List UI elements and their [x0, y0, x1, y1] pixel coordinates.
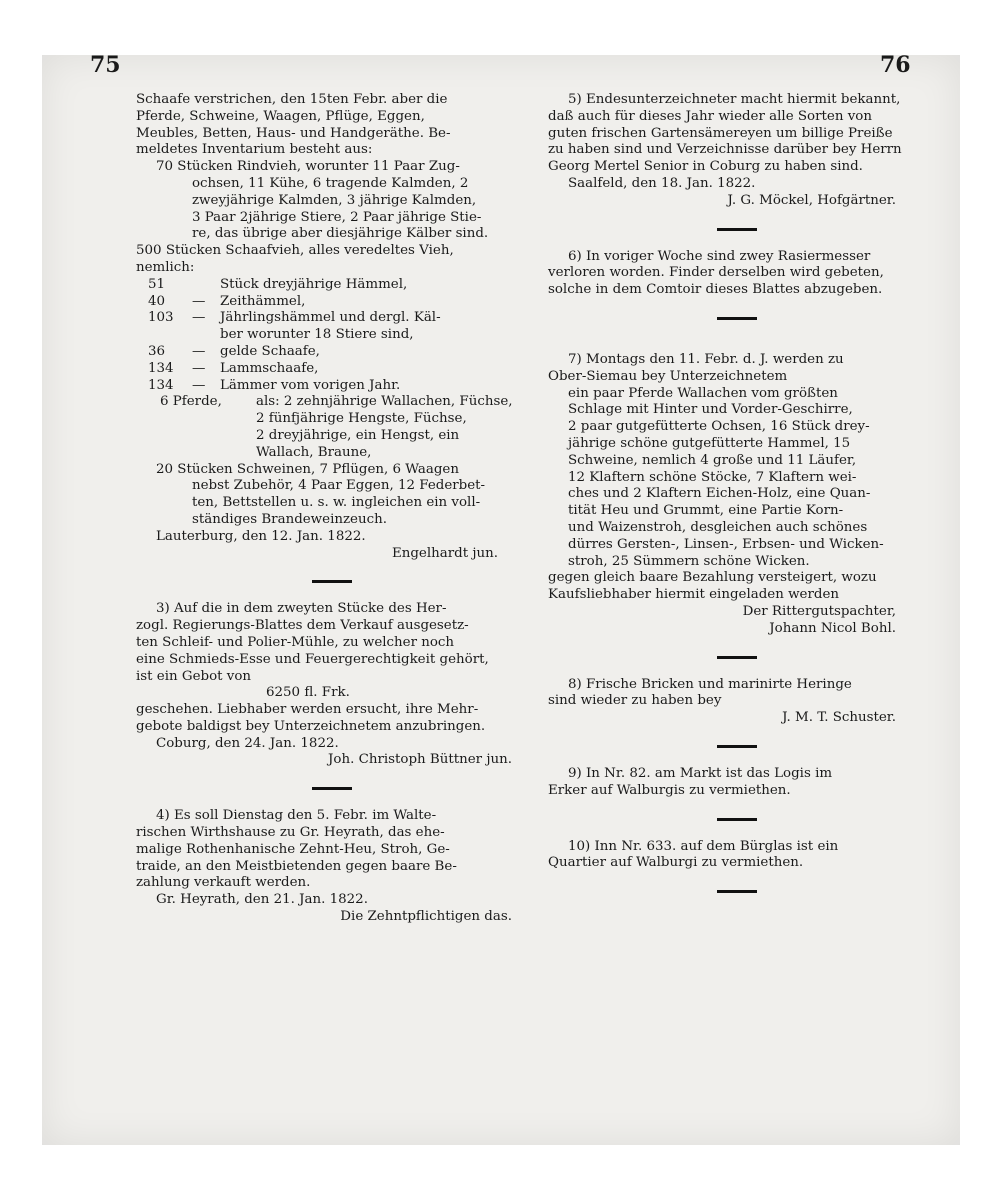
- notice-10: [548, 839, 926, 873]
- text-line: Erker auf Walburgis zu vermiethen.: [548, 782, 791, 798]
- text-line: 9) In Nr. 82. am Markt ist das Logis im: [568, 765, 833, 781]
- horses-row: Wallach, Braune,: [256, 444, 372, 460]
- price: 6250 fl. Frk.: [266, 685, 350, 701]
- text-line: zogl. Regierungs-Blattes dem Verkauf ausgesetz-: [136, 618, 469, 634]
- text-line: eine Schmieds-Esse und Feuergerechtigkeit gehört,: [136, 651, 489, 667]
- signature: Die Zehntpflichtigen das.: [340, 909, 512, 925]
- notice-9: [548, 766, 926, 800]
- horses-row: 2 dreyjährige, ein Hengst, ein: [256, 427, 460, 443]
- text-line: geschehen. Liebhaber werden ersucht, ihre Mehr-: [136, 702, 479, 718]
- page-number-right: 76: [880, 52, 911, 78]
- notice-8: [548, 677, 926, 727]
- text-line: 5) Endesunterzeichneter macht hiermit bekannt,: [568, 92, 901, 107]
- text-line: nebst Zubehör, 4 Paar Eggen, 12 Federbet-: [192, 478, 486, 494]
- text-line: 10) Inn Nr. 633. auf dem Bürglas ist ein: [568, 838, 839, 854]
- text-line: stroh, 25 Sümmern schöne Wicken.: [568, 553, 810, 569]
- sheep-row: ber worunter 18 Stiere sind,: [220, 327, 414, 343]
- right-column: [548, 92, 926, 911]
- text-line: Meubles, Betten, Haus- und Handgeräthe. Be-: [136, 125, 451, 141]
- text-line: 12 Klaftern schöne Stöcke, 7 Klaftern wei-: [568, 469, 857, 485]
- text-line: Quartier auf Walburgi zu vermiethen.: [548, 855, 804, 871]
- sheep-row: 134 — Lammschaafe,: [148, 360, 319, 376]
- text-line: ten Schleif- und Polier-Mühle, zu welcher noch: [136, 634, 455, 650]
- signature: Johann Nicol Bohl.: [769, 620, 896, 636]
- auction-inventory-intro: [136, 92, 528, 159]
- text-line: Schlage mit Hinter und Vorder-Geschirre,: [568, 402, 853, 418]
- text-line: Pferde, Schweine, Waagen, Pflüge, Eggen,: [136, 108, 425, 124]
- text-line: 6) In voriger Woche sind zwey Rasiermesser: [568, 248, 871, 264]
- text-line: 500 Stücken Schaafvieh, alles veredeltes Vieh,: [136, 243, 454, 259]
- text-line: ches und 2 Klaftern Eichen-Holz, eine Quan-: [568, 486, 871, 502]
- text-line: guten frischen Gartensämereyen um billige Preiße: [548, 125, 893, 141]
- text-line: jährige schöne gutgefütterte Hammel, 15: [568, 435, 851, 451]
- text-line: zu haben sind und Verzeichnisse darüber bey Herrn: [548, 142, 902, 158]
- text-line: gebote baldigst bey Unterzeichnetem anzubringen.: [136, 718, 486, 734]
- section-divider: [717, 818, 757, 821]
- horses-row: 2 fünfjährige Hengste, Füchse,: [256, 411, 467, 427]
- cattle-list: [136, 159, 528, 243]
- text-line: 8) Frische Bricken und marinirte Heringe: [568, 676, 852, 692]
- text-line: ist ein Gebot von: [136, 668, 252, 684]
- sheep-row: 134 — Lämmer vom vorigen Jahr.: [148, 377, 401, 393]
- text-line: 3) Auf die in dem zweyten Stücke des Her-: [156, 601, 447, 617]
- sheep-row: 40 — Zeithämmel,: [148, 293, 306, 309]
- notice-4: [136, 808, 528, 926]
- text-line: rischen Wirthshause zu Gr. Heyrath, das ehe-: [136, 825, 445, 841]
- left-column: [136, 92, 528, 926]
- text-line: traide, an den Meistbietenden gegen baare Be-: [136, 858, 457, 874]
- signature: J. G. Möckel, Hofgärtner.: [727, 192, 896, 208]
- section-divider: [312, 787, 352, 790]
- notice-6: [548, 249, 926, 299]
- text-line: daß auch für dieses Jahr wieder alle Sorten von: [548, 108, 872, 124]
- text-line: und Waizenstroh, desgleichen auch schönes: [568, 519, 868, 535]
- text-line: 7) Montags den 11. Febr. d. J. werden zu: [568, 351, 844, 367]
- section-divider: [717, 317, 757, 320]
- text-line: ochsen, 11 Kühe, 6 tragende Kalmden, 2: [192, 175, 469, 191]
- text-line: 20 Stücken Schweinen, 7 Pflügen, 6 Waagen: [156, 461, 459, 477]
- text-line: ten, Bettstellen u. s. w. ingleichen ein voll-: [192, 495, 481, 511]
- text-line: gegen gleich baare Bezahlung versteigert, wozu: [548, 570, 877, 586]
- section-divider: [717, 228, 757, 231]
- sheep-row: 103 — Jährlingshämmel und dergl. Käl-: [148, 310, 441, 326]
- text-line: 70 Stücken Rindvieh, worunter 11 Paar Zug-: [156, 159, 460, 175]
- signature: Engelhardt jun.: [391, 545, 498, 561]
- section-divider: [312, 580, 352, 583]
- text-line: Kaufsliebhaber hiermit eingeladen werden: [548, 587, 839, 603]
- text-line: 3 Paar 2jährige Stiere, 2 Paar jährige Stie-: [192, 209, 482, 225]
- text-line: Georg Mertel Senior in Coburg zu haben sind.: [548, 159, 863, 175]
- text-line: 2 paar gutgefütterte Ochsen, 16 Stück drey-: [568, 419, 870, 435]
- text-line: Ober-Siemau bey Unterzeichnetem: [548, 368, 788, 384]
- text-line: meldetes Inventarium besteht aus:: [136, 142, 373, 158]
- sheep-intro: [136, 243, 528, 277]
- place-date: Saalfeld, den 18. Jan. 1822.: [568, 175, 756, 191]
- auction-items: [548, 386, 926, 571]
- page-number-left: 75: [90, 52, 121, 78]
- text-line: nemlich:: [136, 259, 195, 275]
- notice-3: [136, 601, 528, 769]
- signature: J. M. T. Schuster.: [782, 710, 896, 726]
- text-line: malige Rothenhanische Zehnt-Heu, Stroh, Ge-: [136, 841, 450, 857]
- text-line: ständiges Brandeweinzeuch.: [192, 511, 387, 527]
- section-divider: [717, 890, 757, 893]
- signature-title: Der Rittergutspachter,: [742, 603, 896, 619]
- text-line: zahlung verkauft werden.: [136, 875, 311, 891]
- place-date: Lauterburg, den 12. Jan. 1822.: [156, 528, 366, 544]
- section-divider: [717, 656, 757, 659]
- misc-items: [136, 462, 528, 529]
- signature: Joh. Christoph Büttner jun.: [328, 752, 512, 768]
- notice-5: [548, 92, 926, 210]
- sheep-table: [136, 277, 528, 395]
- place-date: Coburg, den 24. Jan. 1822.: [156, 735, 339, 751]
- text-line: dürres Gersten-, Linsen-, Erbsen- und Wicken-: [568, 536, 884, 552]
- place-date: Gr. Heyrath, den 21. Jan. 1822.: [156, 892, 368, 908]
- text-line: Schaafe verstrichen, den 15ten Febr. aber die: [136, 92, 448, 107]
- text-line: 4) Es soll Dienstag den 5. Febr. im Walte-: [156, 808, 437, 824]
- text-line: zweyjährige Kalmden, 3 jährige Kalmden,: [192, 192, 477, 208]
- sheep-row: 51 Stück dreyjährige Hämmel,: [148, 276, 408, 292]
- horses-table: [136, 394, 528, 461]
- text-line: verloren worden. Finder derselben wird gebeten,: [548, 265, 884, 281]
- notice-7: [548, 352, 926, 638]
- text-line: Schweine, nemlich 4 große und 11 Läufer,: [568, 452, 857, 468]
- text-line: re, das übrige aber diesjährige Kälber sind.: [192, 226, 489, 242]
- horses-row: 6 Pferde, als: 2 zehnjährige Wallachen, Füchse,: [160, 394, 513, 410]
- section-divider: [717, 745, 757, 748]
- text-line: tität Heu und Grummt, eine Partie Korn-: [568, 503, 844, 519]
- text-line: sind wieder zu haben bey: [548, 693, 722, 709]
- text-line: solche in dem Comtoir dieses Blattes abzugeben.: [548, 282, 883, 298]
- text-line: ein paar Pferde Wallachen vom größten: [568, 385, 838, 401]
- sheep-row: 36 — gelde Schaafe,: [148, 343, 320, 359]
